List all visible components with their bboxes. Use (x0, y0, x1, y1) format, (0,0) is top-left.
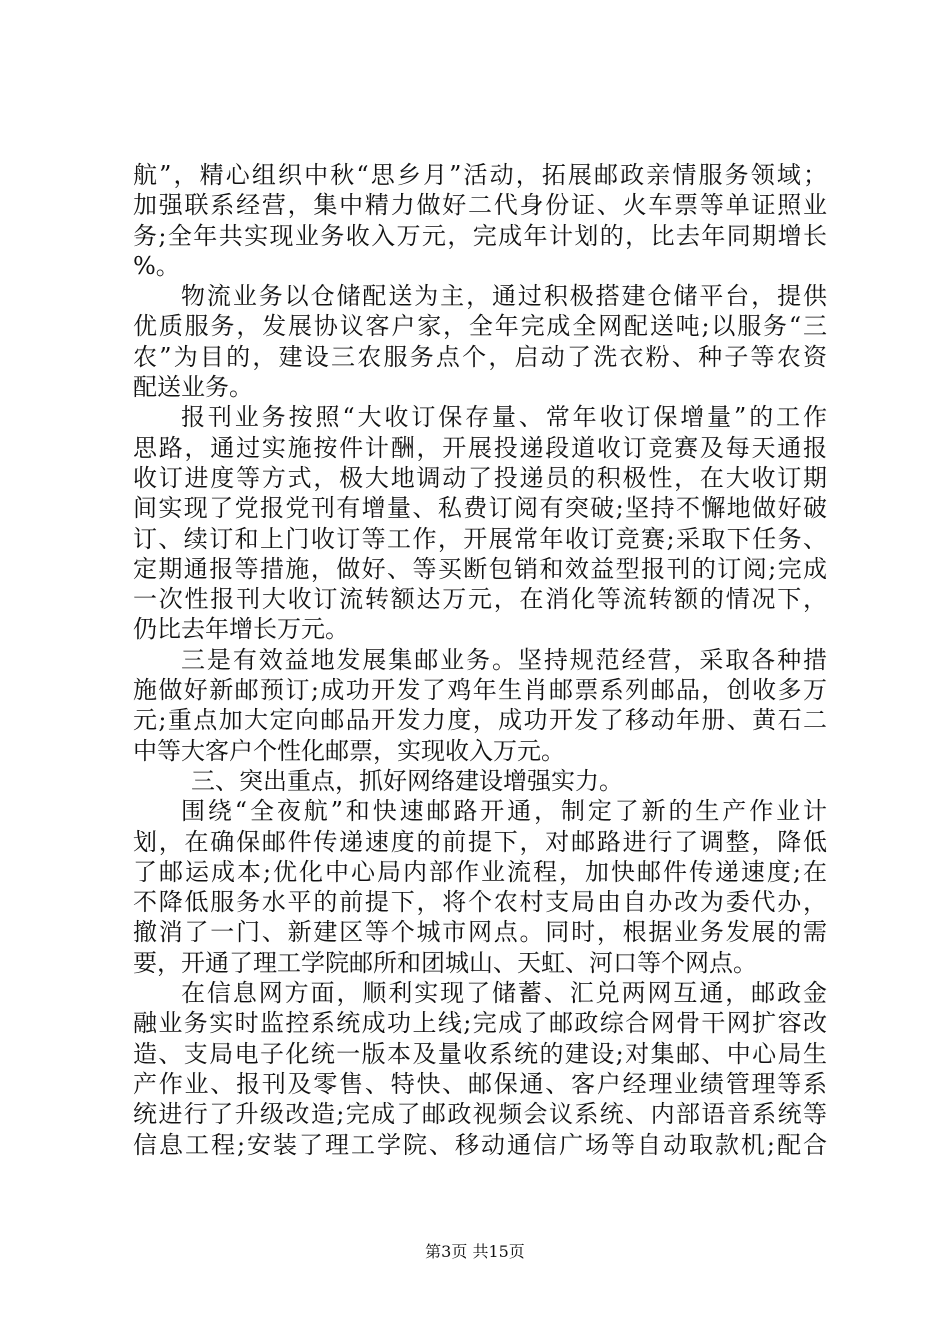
text-line: 收订进度等方式，极大地调动了投递员的积极性，在大收订期 (133, 463, 827, 492)
paragraph-start-line: 围绕“全夜航”和快速邮路开通，制定了新的生产作业计 (181, 797, 827, 826)
text-line: 订、续订和上门收订等工作，开展常年收订竞赛;采取下任务、 (133, 524, 827, 553)
text-line: 产作业、报刊及零售、特快、邮保通、客户经理业绩管理等系 (133, 1069, 827, 1098)
text-line: 定期通报等措施，做好、等买断包销和效益型报刊的订阅;完成 (133, 554, 827, 583)
text-line: %。 (133, 251, 180, 280)
text-line: 元;重点加大定向邮品开发力度，成功开发了移动年册、黄石二 (133, 706, 827, 735)
text-line: 间实现了党报党刊有增量、私费订阅有突破;坚持不懈地做好破 (133, 494, 827, 523)
text-line: 航”，精心组织中秋“思乡月”活动，拓展邮政亲情服务领域； (133, 161, 827, 189)
text-line: 务;全年共实现业务收入万元，完成年计划的，比去年同期增长 (133, 221, 827, 250)
text-line: 不降低服务水平的前提下，将个农村支局由自办改为委代办， (133, 888, 827, 917)
text-line: 信息工程;安装了理工学院、移动通信广场等自动取款机;配合 (133, 1130, 827, 1159)
page-number-footer: 第3页 共15页 (425, 1242, 525, 1261)
paragraph-start-line: 三是有效益地发展集邮业务。坚持规范经营，采取各种措 (181, 645, 827, 674)
text-line: 优质服务，发展协议客户家，全年完成全网配送吨;以服务“三 (133, 312, 827, 341)
text-line: 加强联系经营，集中精力做好二代身份证、火车票等单证照业 (133, 191, 827, 220)
document-body (133, 160, 827, 1160)
paragraph-start-line: 在信息网方面，顺利实现了储蓄、汇兑两网互通，邮政金 (181, 979, 827, 1008)
text-line: 要，开通了理工学院邮所和团城山、天虹、河口等个网点。 (133, 948, 757, 977)
text-line: 一次性报刊大收订流转额达万元，在消化等流转额的情况下， (133, 585, 827, 614)
text-line: 农”为目的，建设三农服务点个，启动了洗衣粉、种子等农资 (133, 342, 827, 371)
text-line: 思路，通过实施按件计酬，开展投递段道收订竞赛及每天通报 (133, 433, 827, 462)
text-line: 了邮运成本;优化中心局内部作业流程，加快邮件传递速度;在 (133, 857, 827, 886)
section-heading: 三、突出重点，抓好网络建设增强实力。 (191, 766, 623, 795)
paragraph-start-line: 报刊业务按照“大收订保存量、常年收订保增量”的工作 (181, 403, 827, 432)
text-line: 中等大客户个性化邮票，实现收入万元。 (133, 736, 565, 765)
text-line: 统进行了升级改造;完成了邮政视频会议系统、内部语音系统等 (133, 1100, 827, 1129)
paragraph-start-line: 物流业务以仓储配送为主，通过积极搭建仓储平台，提供 (181, 282, 827, 311)
text-line: 融业务实时监控系统成功上线;完成了邮政综合网骨干网扩容改 (133, 1009, 827, 1038)
text-line: 造、支局电子化统一版本及量收系统的建设;对集邮、中心局生 (133, 1039, 827, 1068)
text-line: 施做好新邮预订;成功开发了鸡年生肖邮票系列邮品，创收多万 (133, 676, 827, 705)
text-line: 配送业务。 (133, 373, 253, 402)
text-line: 撤消了一门、新建区等个城市网点。同时，根据业务发展的需 (133, 918, 827, 947)
text-line: 划，在确保邮件传递速度的前提下，对邮路进行了调整，降低 (133, 827, 827, 856)
text-line: 仍比去年增长万元。 (133, 615, 349, 644)
